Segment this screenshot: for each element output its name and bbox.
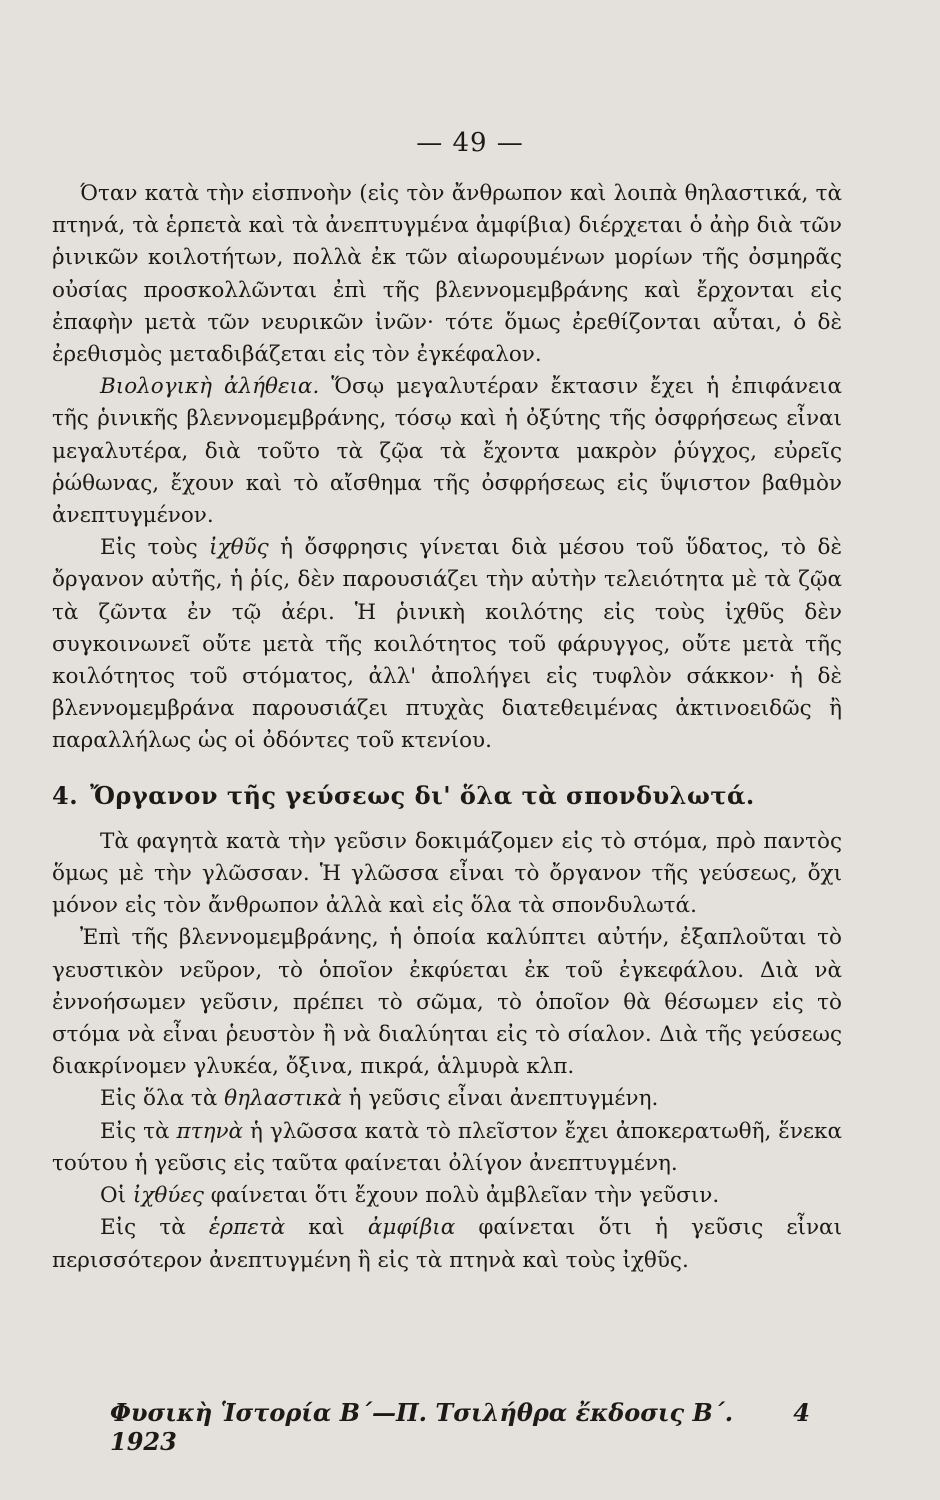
paragraph-taste-nerve: Ἐπὶ τῆς βλεννομεμβράνης, ἡ ὁποία καλύπτει αὐτήν, ἐξαπλοῦται τὸ γευστικὸν νεῦρον, τὸ ὁποῖον ἐκφύεται ἐκ τοῦ ἐγκεφάλου. Διὰ νὰ ἐννοήσωμεν γεῦσιν, πρέπει τὸ σῶμα, τὸ ὁποῖον θὰ θέσωμεν εἰς τὸ στόμα νὰ εἶναι ῥευστὸν ἢ νὰ διαλύηται εἰς τὸ σίαλον. Διὰ τῆς γεύσεως διακρίνομεν γλυκέα, ὄξινα, πικρά, ἁλμυρὰ κλπ. [52, 925, 842, 1080]
birds-text-b: ἡ γλῶσσα κατὰ τὸ πλεῖστον ἔχει ἀποκερατωθῆ, ἕνεκα τούτου ἡ γεῦσις εἰς ταῦτα φαίνεται ὀλίγον ἀνεπτυγμένη. [52, 1118, 842, 1176]
biological-truth-text: Ὅσῳ μεγαλυτέραν ἔκτασιν ἔχει ἡ ἐπιφάνεια τῆς ῥινικῆς βλεννομεμβράνης, τόσῳ καὶ ἡ ὀξύτης τῆς ὀσφρήσεως εἶναι μεγαλυτέρα, διὰ τοῦτο τὰ ζῷα τὰ ἔχοντα μακρὸν ῥύγχος, εὐρεῖς ῥώθωνας, ἔχουν καὶ τὸ αἴσθημα τῆς ὀσφρήσεως εἰς ὕψιστον βαθμὸν ἀνεπτυγμένον. [52, 374, 843, 529]
section-title: Ὄργανον τῆς γεύσεως δι' ὅλα τὰ σπονδυλωτά. [90, 780, 755, 810]
amphibians-term: ἀμφίβια [367, 1215, 456, 1241]
reptiles-text-a: Εἰς τὰ [100, 1215, 209, 1241]
paragraph-biological-truth [52, 371, 842, 532]
paragraph-fish-smell [52, 532, 842, 757]
birds-text-a: Εἰς τὰ [100, 1118, 177, 1144]
reptiles-term: ἑρπετὰ [208, 1215, 286, 1241]
fish-smell-text-b: ἡ ὄσφρησις γίνεται διὰ μέσου τοῦ ὕδατος, τὸ δὲ ὄργανον αὐτῆς, ἡ ῥίς, δὲν παρουσιάζει τὴν αὐτὴν τελειότητα μὲ τὰ ζῷα τὰ ζῶντα ἐν τῷ ἀέρι. Ἡ ῥινικὴ κοιλότης εἰς τοὺς ἰχθῦς δὲν συγκοινωνεῖ οὔτε μετὰ τῆς κοιλότητος τοῦ φάρυγγος, οὔτε μετὰ τῆς κοιλότητος τοῦ στόματος, ἀλλ' ἀπολήγει εἰς τυφλὸν σάκκον· ἡ δὲ βλεννομεμβράνα παρουσιάζει πτυχὰς διατεθειμένας ἀκτινοειδῶς ἢ παραλλήλως ὡς οἱ ὀδόντες τοῦ κτενίου. [52, 535, 842, 754]
mammals-text-b: ἡ γεῦσις εἶναι ἀνεπτυγμένη. [341, 1086, 659, 1112]
fish-taste-text-a: Οἱ [100, 1183, 133, 1209]
paragraph-fish-taste [52, 1180, 842, 1212]
section-heading [52, 780, 842, 812]
paragraph-birds-taste [52, 1116, 842, 1180]
page-body [52, 178, 842, 1277]
fish-smell-text-a: Εἰς τοὺς [100, 535, 210, 561]
paragraph-reptiles-taste [52, 1212, 842, 1276]
birds-term: πτηνὰ [176, 1118, 244, 1144]
reptiles-text-b: καὶ [285, 1215, 368, 1241]
page-number: — 49 — [416, 128, 524, 158]
footer-title: Φυσικὴ Ἱστορία Β΄—Π. Τσιλήθρα ἔκδοσις Β΄. 1923 [110, 1398, 734, 1456]
mammals-text-a: Εἰς ὅλα τὰ [100, 1086, 225, 1112]
footer-signature: 4 [793, 1398, 810, 1427]
page-footer [110, 1398, 810, 1456]
reptiles-text-c: φαίνεται ὅτι ἡ γεῦσις εἶναι περισσότερον ἀνεπτυγμένη ἢ εἰς τὰ πτηνὰ καὶ τοὺς ἰχθῦς. [52, 1215, 842, 1273]
fish-taste-term: ἰχθύες [132, 1183, 204, 1209]
paragraph-taste-organ: Τὰ φαγητὰ κατὰ τὴν γεῦσιν δοκιμάζομεν εἰς τὸ στόμα, πρὸ παντὸς ὅμως μὲ τὴν γλῶσσαν. Ἡ γλῶσσα εἶναι τὸ ὄργανον τῆς γεύσεως, ὄχι μόνον εἰς τὸν ἄνθρωπον ἀλλὰ καὶ εἰς ὅλα τὰ σπονδυλωτά. [52, 828, 842, 919]
paragraph-smell-mechanism: Όταν κατὰ τὴν εἰσπνοὴν (εἰς τὸν ἄνθρωπον καὶ λοιπὰ θηλαστικά, τὰ πτηνά, τὰ ἑρπετὰ καὶ τὰ ἀνεπτυγμένα ἀμφίβια) διέρχεται ὁ ἀὴρ διὰ τῶν ῥινικῶν κοιλοτήτων, πολλὰ ἐκ τῶν αἰωρουμένων μορίων τῆς ὀσμηρᾶς οὐσίας προσκολλῶνται ἐπὶ τῆς βλεννομεμβράνης καὶ ἔρχονται εἰς ἐπαφὴν μετὰ τῶν νευρικῶν ἰνῶν· τότε ὅμως ἐρεθίζονται αὗται, ὁ δὲ ἐρεθισμὸς μεταδιβάζεται εἰς τὸν ἐγκέφαλον. [52, 181, 842, 368]
paragraph-mammals-taste [52, 1083, 842, 1115]
fish-term: ἰχθῦς [209, 535, 269, 561]
section-number: 4. [52, 780, 79, 810]
fish-taste-text-b: φαίνεται ὅτι ἔχουν πολὺ ἀμβλεῖαν τὴν γεῦσιν. [203, 1183, 720, 1209]
mammals-term: θηλαστικὰ [224, 1086, 342, 1112]
biological-truth-label: Βιολογικὴ ἀλήθεια. [100, 374, 320, 400]
